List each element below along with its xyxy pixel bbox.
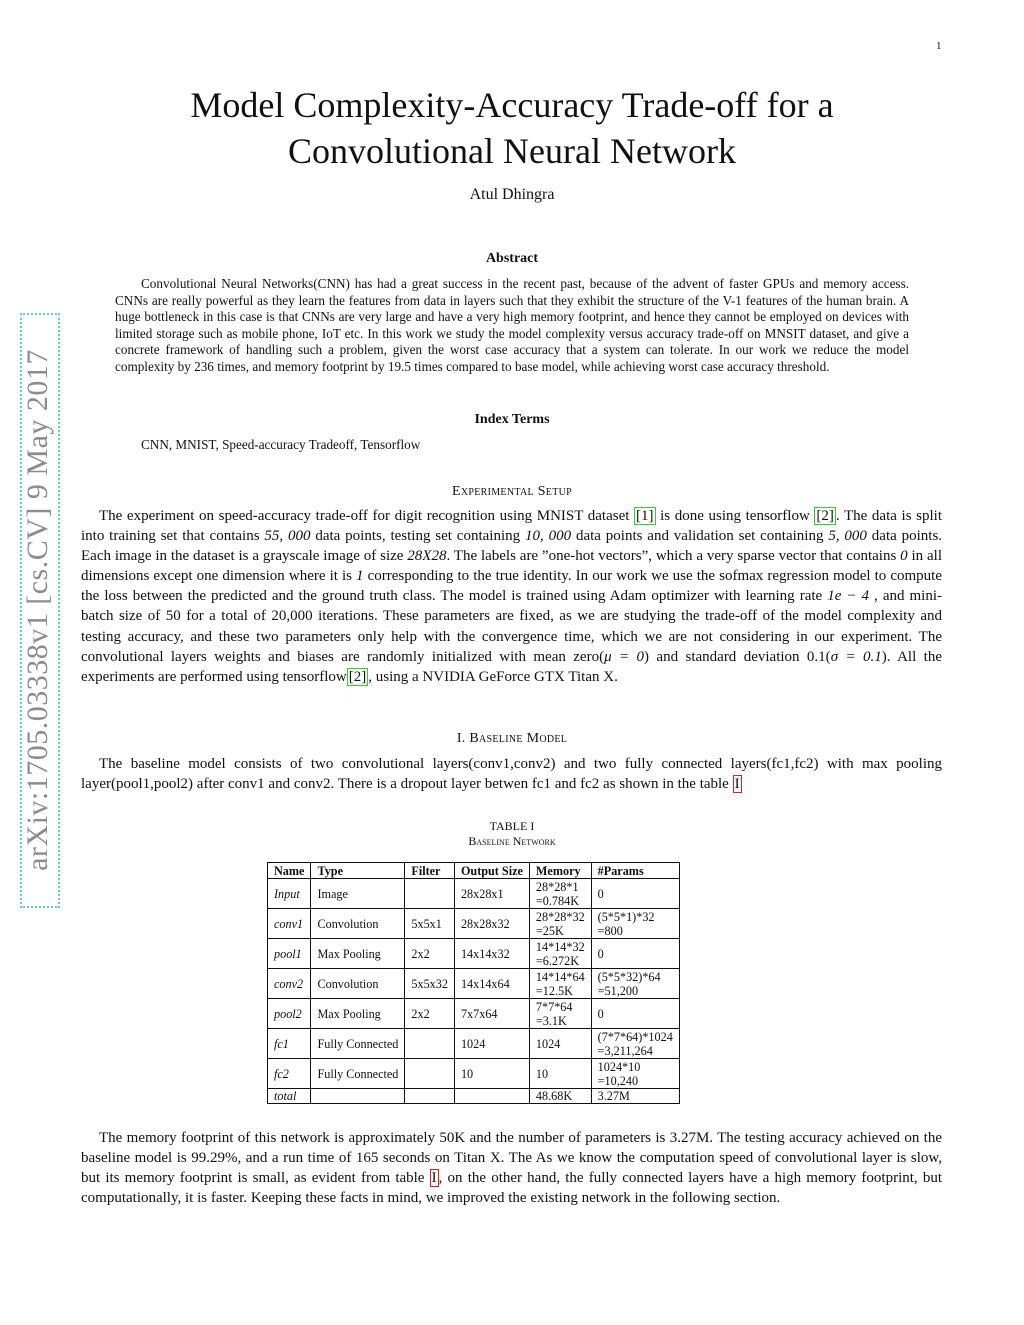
index-terms-heading: Index Terms xyxy=(474,412,550,427)
cell-output: 14x14x32 xyxy=(454,939,529,969)
cell-filter: 2x2 xyxy=(405,999,455,1029)
table-total-row xyxy=(268,1089,680,1104)
cell-type: Fully Connected xyxy=(311,1059,405,1089)
index-terms-text: CNN, MNIST, Speed-accuracy Tradeoff, Tensorflow xyxy=(141,437,421,452)
col-header: Memory xyxy=(529,863,591,879)
cell-memory: 10 xyxy=(529,1059,591,1089)
page-number: 1 xyxy=(936,40,942,52)
citation-link[interactable]: [2] xyxy=(816,508,834,524)
table-row xyxy=(268,909,680,939)
cell-type: Max Pooling xyxy=(311,999,405,1029)
cell-filter xyxy=(405,1089,455,1104)
cell-filter xyxy=(405,1059,455,1089)
cell-filter xyxy=(405,879,455,909)
cell-output xyxy=(454,1089,529,1104)
table-row xyxy=(268,879,680,909)
author: Atul Dhingra xyxy=(469,186,555,203)
abstract-heading: Abstract xyxy=(485,251,539,266)
cell-memory: 1024 xyxy=(529,1029,591,1059)
cell-output: 7x7x64 xyxy=(454,999,529,1029)
cell-name: conv2 xyxy=(268,969,311,999)
cell-name: pool1 xyxy=(268,939,311,969)
cell-memory: 28*28*1 =0.784K xyxy=(529,879,591,909)
table-caption-label: TABLE I xyxy=(489,819,535,833)
col-header: Output Size xyxy=(454,863,529,879)
cell-name: Input xyxy=(268,879,311,909)
cell-name: fc1 xyxy=(268,1029,311,1059)
cell-memory: 14*14*64 =12.5K xyxy=(529,969,591,999)
cell-params: (5*5*1)*32 =800 xyxy=(591,909,679,939)
cell-name: pool2 xyxy=(268,999,311,1029)
cell-params: (7*7*64)*1024 =3,211,264 xyxy=(591,1029,679,1059)
citation-link[interactable]: [1] xyxy=(636,508,654,524)
title-line-2: Convolutional Neural Network xyxy=(288,131,736,171)
col-header: Filter xyxy=(405,863,455,879)
cell-memory: 7*7*64 =3.1K xyxy=(529,999,591,1029)
cell-output: 14x14x64 xyxy=(454,969,529,999)
cell-output: 10 xyxy=(454,1059,529,1089)
cell-params: 0 xyxy=(591,879,679,909)
table-row xyxy=(268,999,680,1029)
table-row xyxy=(268,939,680,969)
cell-type: Fully Connected xyxy=(311,1029,405,1059)
cell-type: Convolution xyxy=(311,969,405,999)
paper-title xyxy=(0,82,1024,174)
baseline-network-table xyxy=(267,862,680,1104)
cell-type: Image xyxy=(311,879,405,909)
cell-filter: 5x5x32 xyxy=(405,969,455,999)
cell-filter: 5x5x1 xyxy=(405,909,455,939)
table-header-row xyxy=(268,863,680,879)
cell-name: conv1 xyxy=(268,909,311,939)
experimental-setup-heading: Experimental Setup xyxy=(452,484,572,499)
cell-output: 28x28x1 xyxy=(454,879,529,909)
arxiv-stamp: arXiv:1705.03338v1 [cs.CV] 9 May 2017 xyxy=(21,349,54,871)
closing-paragraph: The memory footprint of this network is approximately 50K and the number of parameters is 3.27M. The testing accuracy achieved on the baseline model is 99.29%, and a run time of 165 seconds on Titan X. The As we know the computation speed of convolutional layer is slow, but its memory footprint is small, as evident from table I , on the other hand, the fully connected layers have a high memory footprint, but computationally, it is faster. Keeping these facts in mind, we improved the existing network in the following section. xyxy=(81,1130,942,1207)
table-caption xyxy=(0,819,1024,849)
cell-filter xyxy=(405,1029,455,1059)
cell-name: total xyxy=(268,1089,311,1104)
experimental-setup-paragraph: The experiment on speed-accuracy trade-off for digit recognition using MNIST dataset [1] is done using tensorflow [2] . The data is split into training set that contains 55, 000 data points, testing set containing 10, 000 data points and validation set containing 5, 000 data points. Each image in the dataset is a grayscale image of size 28X28. The labels are ”one-hot vectors”, which a very sparse vector that contains 0 in all dimensions except one dimension where it is 1 corresponding to the true identity. In our work we use the sofmax regression model to compute the loss between the predicted and the ground truth class. The model is trained using Adam optimizer with learning rate 1e − 4 , and mini-batch size of 50 for a total of 20,000 iterations. These parameters are fixed, as we are studying the trade-off of the model complexity and testing accuracy, and these two parameters only help with the convergence time, which we are not considering in our experiment. The convolutional layers weights and biases are randomly initialized with mean zero(μ = 0) and standard deviation 0.1(σ = 0.1). All the experiments are performed using tensorflow [2] , using a NVIDIA GeForce GTX Titan X. xyxy=(81,508,943,685)
cell-params: 0 xyxy=(591,939,679,969)
table-ref-link[interactable]: I xyxy=(734,776,740,793)
cell-output: 1024 xyxy=(454,1029,529,1059)
abstract-text: Convolutional Neural Networks(CNN) has had a great success in the recent past, because of the advent of faster GPUs and memory access. CNNs are really powerful as they learn the features from data in layers such that they exhibit the structure of the V-1 features of the human brain. A huge bottleneck in this case is that CNNs are very large and have a very high memory footprint, and hence they cannot be employed on devices with limited storage such as mobile phone, IoT etc. In this work we study the model complexity versus accuracy trade-off on MNSIT dataset, and give a concrete framework of handling such a problem, given the worst case accuracy that a system can tolerate. In our work we reduce the model complexity by 236 times, and memory footprint by 19.5 times compared to base model, while achieving worst case accuracy threshold. xyxy=(115,276,909,374)
table-row xyxy=(268,1029,680,1059)
col-header: Name xyxy=(268,863,311,879)
cell-output: 28x28x32 xyxy=(454,909,529,939)
cell-memory: 28*28*32 =25K xyxy=(529,909,591,939)
cell-params: 3.27M xyxy=(591,1089,679,1104)
cell-type xyxy=(311,1089,405,1104)
table-row xyxy=(268,969,680,999)
cell-params: 1024*10 =10,240 xyxy=(591,1059,679,1089)
table-ref-link[interactable]: I xyxy=(431,1170,437,1187)
baseline-model-heading: I. Baseline Model xyxy=(456,731,568,746)
cell-type: Max Pooling xyxy=(311,939,405,969)
cell-params: 0 xyxy=(591,999,679,1029)
cell-name: fc2 xyxy=(268,1059,311,1089)
title-line-1: Model Complexity-Accuracy Trade-off for a xyxy=(190,85,834,125)
cell-params: (5*5*32)*64 =51,200 xyxy=(591,969,679,999)
citation-link[interactable]: [2] xyxy=(348,668,367,685)
col-header: Type xyxy=(311,863,405,879)
cell-filter: 2x2 xyxy=(405,939,455,969)
baseline-paragraph: The baseline model consists of two convolutional layers(conv1,conv2) and two fully connected layers(fc1,fc2) with max pooling layer(pool1,pool2) after conv1 and conv2. There is a dropout layer betwen fc1 and fc2 as shown in the table I xyxy=(81,756,942,793)
col-header: #Params xyxy=(591,863,679,879)
table-row xyxy=(268,1059,680,1089)
cell-memory: 48.68K xyxy=(529,1089,591,1104)
cell-type: Convolution xyxy=(311,909,405,939)
table-caption-title: Baseline Network xyxy=(468,834,556,848)
cell-memory: 14*14*32 =6.272K xyxy=(529,939,591,969)
